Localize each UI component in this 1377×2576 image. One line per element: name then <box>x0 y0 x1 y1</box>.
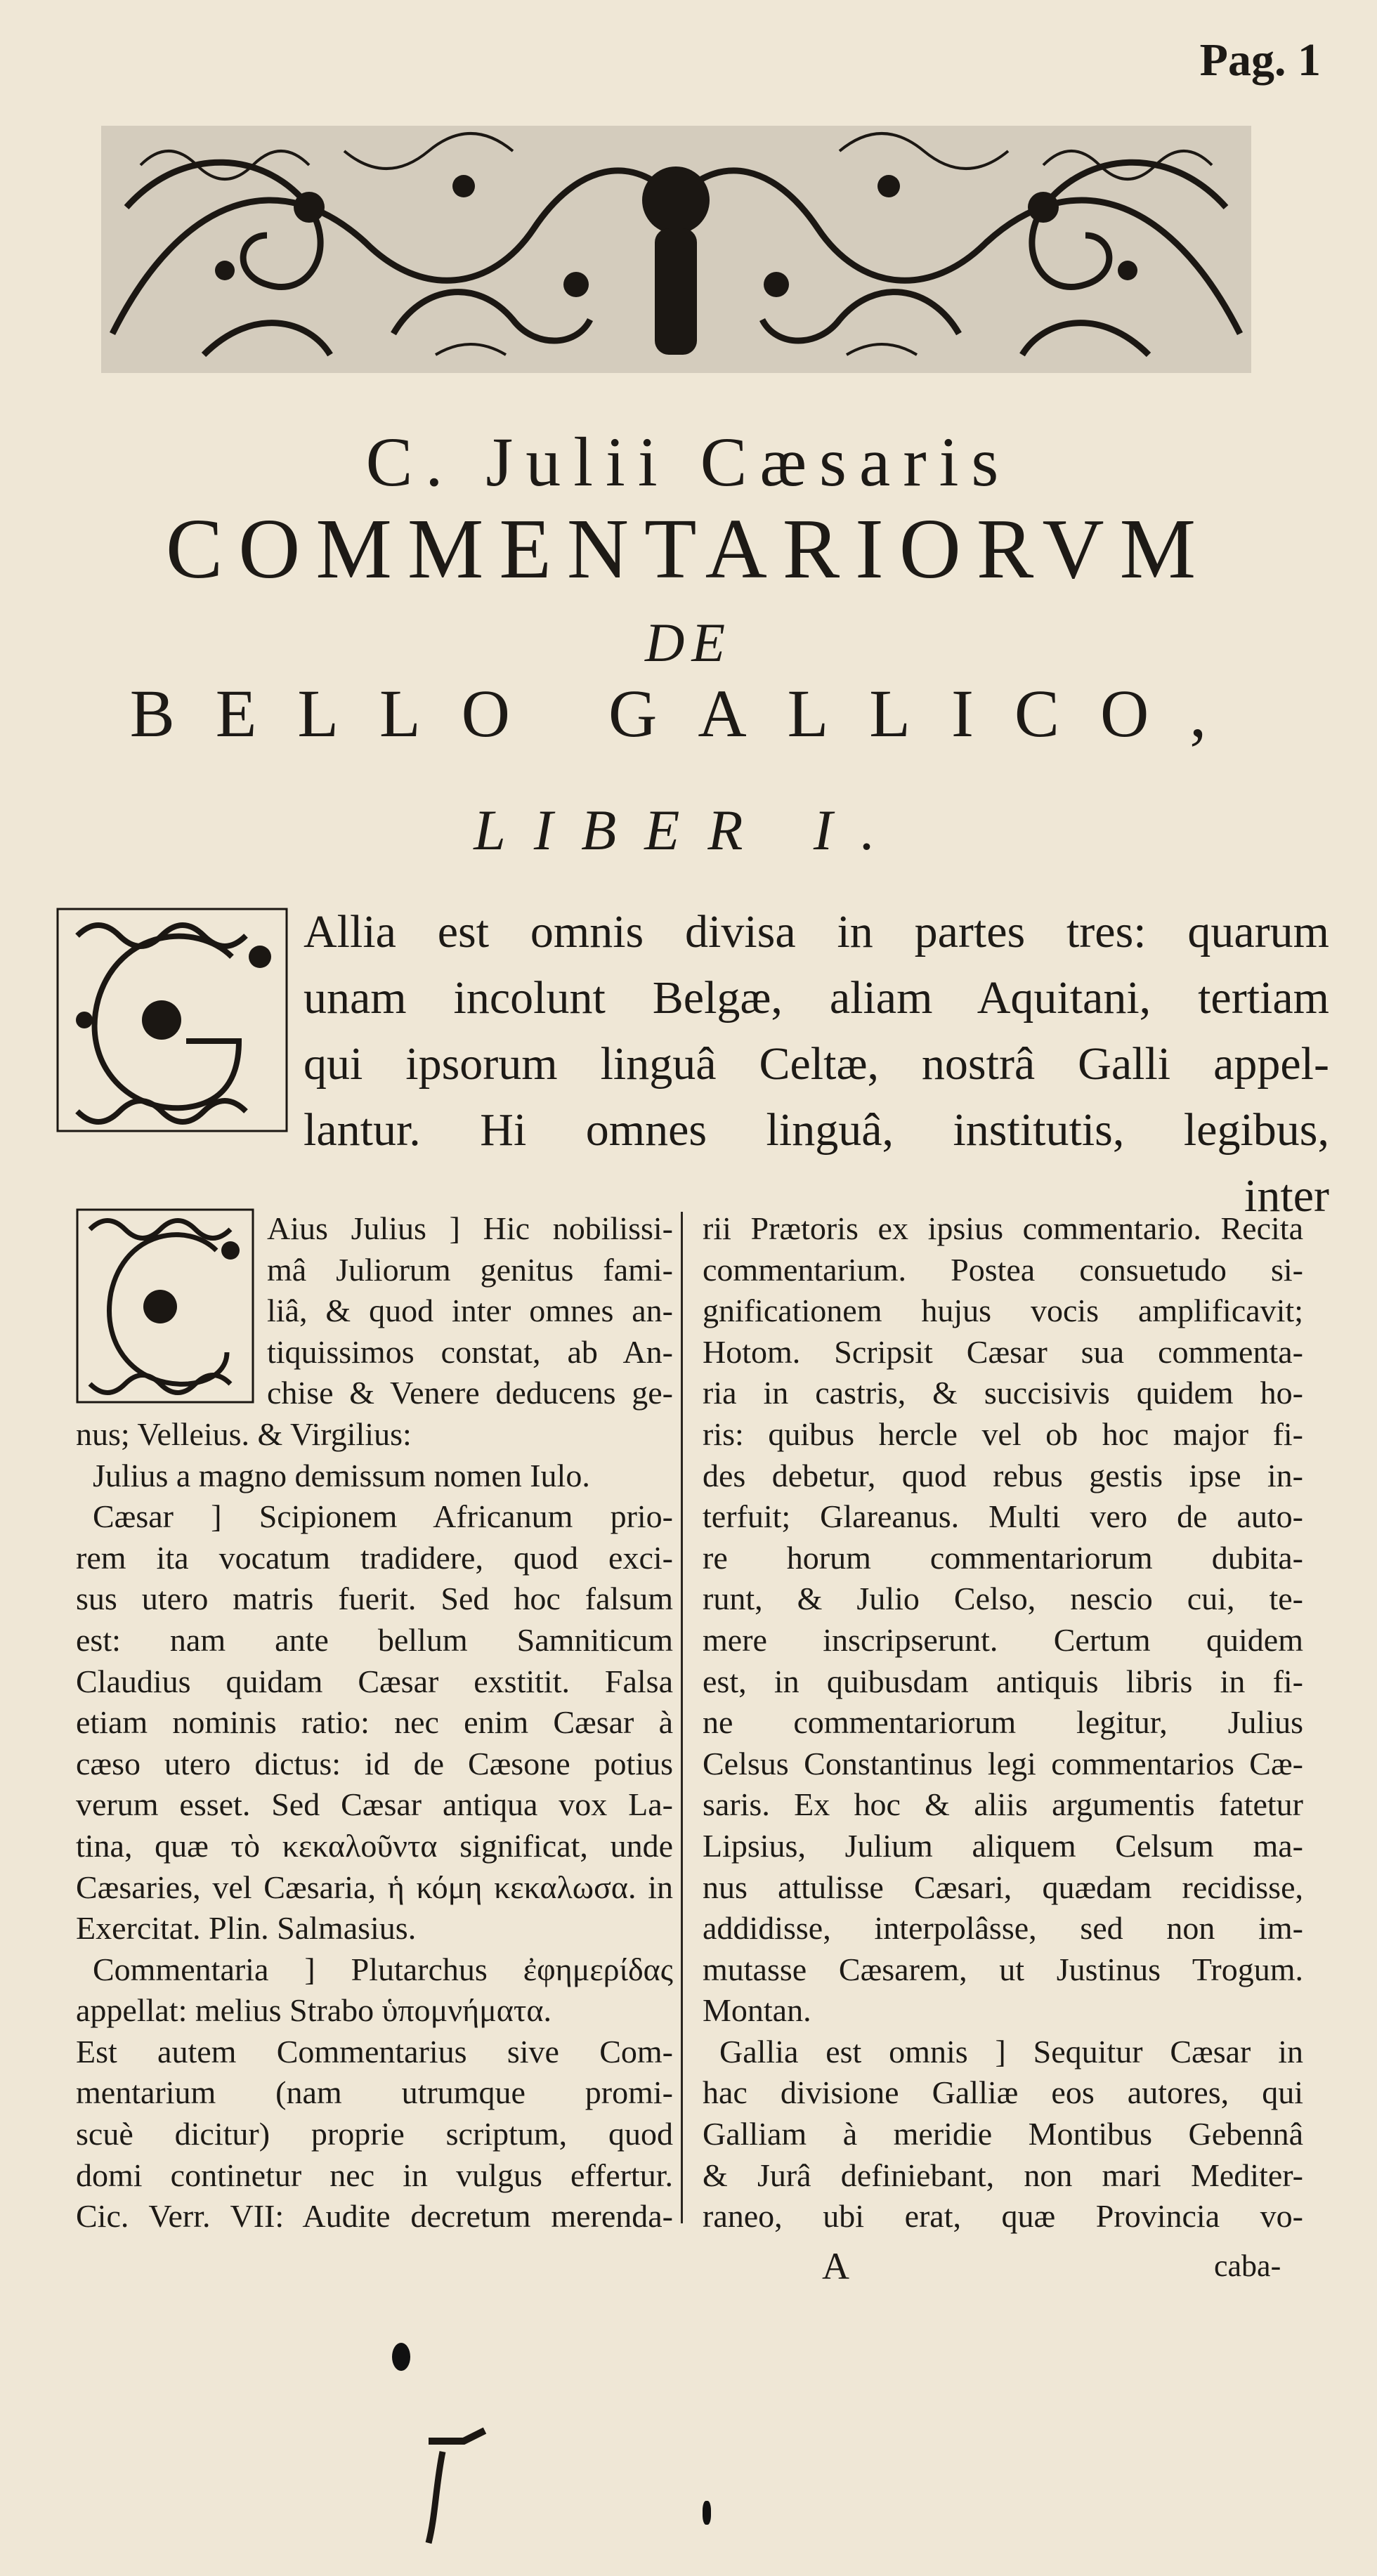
commentary-line: des debetur, quod rebus gestis ipse in- <box>703 1457 1303 1493</box>
commentary-line: Cic. Verr. VII: Audite decretum merenda- <box>76 2198 673 2235</box>
commentary-line: sus utero matris fuerit. Sed hoc falsum <box>76 1581 673 1617</box>
commentary-line: verum esset. Sed Cæsar antiqua vox La- <box>76 1786 673 1823</box>
commentary-line: chise & Venere deducens ge- <box>267 1375 673 1411</box>
ornamental-headpiece <box>98 123 1254 376</box>
commentary-line: hac divisione Galliæ eos autores, qui <box>703 2074 1303 2111</box>
commentary-line: tina, quæ τὸ κεκαλοῦντα significat, unde <box>76 1827 673 1864</box>
commentary-line: Celsus Constantinus legi commentarios Cæ- <box>703 1745 1303 1781</box>
commentary-line: rem ita vocatum tradidere, quod exci- <box>76 1539 673 1576</box>
right-commentary-column <box>703 1208 1303 2237</box>
commentary-line: scuè dicitur) proprie scriptum, quod <box>76 2116 673 2152</box>
page-number: Pag. 1 <box>1199 34 1321 86</box>
commentary-line: Hotom. Scripsit Cæsar sua commenta- <box>703 1333 1303 1370</box>
commentary-line: Claudius quidam Cæsar exstitit. Falsa <box>76 1663 673 1699</box>
left-commentary-column <box>76 1208 673 2237</box>
intro-line: lantur. Hi omnes linguâ, institutis, legibus, <box>304 1104 1329 1156</box>
commentary-line: addidisse, interpolâsse, sed non im- <box>703 1910 1303 1947</box>
commentary-line: nus; Velleius. & Virgilius: <box>76 1416 412 1452</box>
commentary-line: raneo, ubi erat, quæ Provincia vo- <box>703 2198 1303 2235</box>
commentary-line: re horum commentariorum dubita- <box>703 1539 1303 1576</box>
title-de: DE <box>645 612 732 673</box>
ink-spot <box>392 2343 410 2371</box>
intro-line: unam incolunt Belgæ, aliam Aquitani, tertiam <box>304 972 1329 1024</box>
commentary-line: etiam nominis ratio: nec enim Cæsar à <box>76 1704 673 1741</box>
commentary-line: saris. Ex hoc & aliis argumentis fatetur <box>703 1786 1303 1823</box>
commentary-line: mutasse Cæsarem, ut Justinus Trogum. <box>703 1951 1303 1987</box>
commentary-line: Cæsaries, vel Cæsaria, ἡ κόμη κεκαλωσα. in <box>76 1869 673 1905</box>
signature-mark: A <box>822 2245 849 2287</box>
column-divider <box>681 1212 683 2223</box>
commentary-line: Cæsar ] Scipionem Africanum prio- <box>93 1498 673 1535</box>
intro-line: qui ipsorum linguâ Celtæ, nostrâ Galli appel- <box>304 1038 1329 1090</box>
ink-spot <box>703 2501 711 2525</box>
intro-paragraph <box>56 899 1329 1222</box>
decorated-initial-c-icon <box>76 1208 254 1404</box>
title-commentariorum: COMMENTARIORVM <box>165 502 1212 596</box>
commentary-line: mere inscripserunt. Certum quidem <box>703 1621 1303 1658</box>
commentary-line: cæso utero dictus: id de Cæsone potius <box>76 1745 673 1781</box>
commentary-line: appellat: melius Strabo ὑπομνήματα. <box>76 1992 552 2029</box>
commentary-line: Gallia est omnis ] Sequitur Cæsar in <box>719 2033 1303 2070</box>
commentary-line: terfuit; Glareanus. Multi vero de auto- <box>703 1498 1303 1535</box>
title-liber: LIBER I. <box>474 798 903 862</box>
catchword: caba- <box>1214 2249 1281 2283</box>
intro-line: inter <box>1244 1170 1329 1222</box>
commentary-line: ria in castris, & succisivis quidem ho- <box>703 1375 1303 1411</box>
commentary-line: Aius Julius ] Hic nobilissi- <box>267 1210 673 1246</box>
commentary-line: tiquissimos constat, ab An- <box>267 1333 673 1370</box>
title-author: C. Julii Cæsaris <box>365 423 1012 501</box>
commentary-line: domi continetur nec in vulgus effertur. <box>76 2157 673 2193</box>
commentary-line: ne commentariorum legitur, Julius <box>703 1704 1303 1741</box>
commentary-line: Lipsius, Julium aliquem Celsum ma- <box>703 1827 1303 1864</box>
decorated-initial-g-icon <box>56 908 288 1132</box>
commentary-line: ris: quibus hercle vel ob hoc major fi- <box>703 1416 1303 1452</box>
commentary-line: Est autem Commentarius sive Com- <box>76 2033 673 2070</box>
commentary-line: mâ Juliorum genitus fami- <box>267 1251 673 1288</box>
commentary-line: Galliam à meridie Montibus Gebennâ <box>703 2116 1303 2152</box>
commentary-line: commentarium. Postea consuetudo si- <box>703 1251 1303 1288</box>
title-bello-gallico: BELLO GALLICO, <box>129 676 1248 751</box>
commentary-line: mentarium (nam utrumque promi- <box>76 2074 673 2111</box>
ink-stroke <box>415 2424 499 2550</box>
commentary-line: est, in quibusdam antiquis libris in fi- <box>703 1663 1303 1699</box>
commentary-line: Julius a magno demissum nomen Iulo. <box>93 1457 590 1493</box>
commentary-line: est: nam ante bellum Samniticum <box>76 1621 673 1658</box>
intro-line: Allia est omnis divisa in partes tres: quarum <box>304 906 1329 957</box>
commentary-line: runt, & Julio Celso, nescio cui, te- <box>703 1581 1303 1617</box>
commentary-line: Montan. <box>703 1992 811 2029</box>
commentary-line: rii Prætoris ex ipsius commentario. Recita <box>703 1210 1303 1246</box>
commentary-line: & Jurâ definiebant, non mari Mediter- <box>703 2157 1303 2193</box>
commentary-line: Exercitat. Plin. Salmasius. <box>76 1910 417 1947</box>
commentary-line: gnificationem hujus vocis amplificavit; <box>703 1293 1303 1329</box>
commentary-line: nus attulisse Cæsari, quædam recidisse, <box>703 1869 1303 1905</box>
commentary-line: Commentaria ] Plutarchus ἐφημερίδας <box>93 1951 673 1987</box>
commentary-line: liâ, & quod inter omnes an- <box>267 1293 673 1329</box>
